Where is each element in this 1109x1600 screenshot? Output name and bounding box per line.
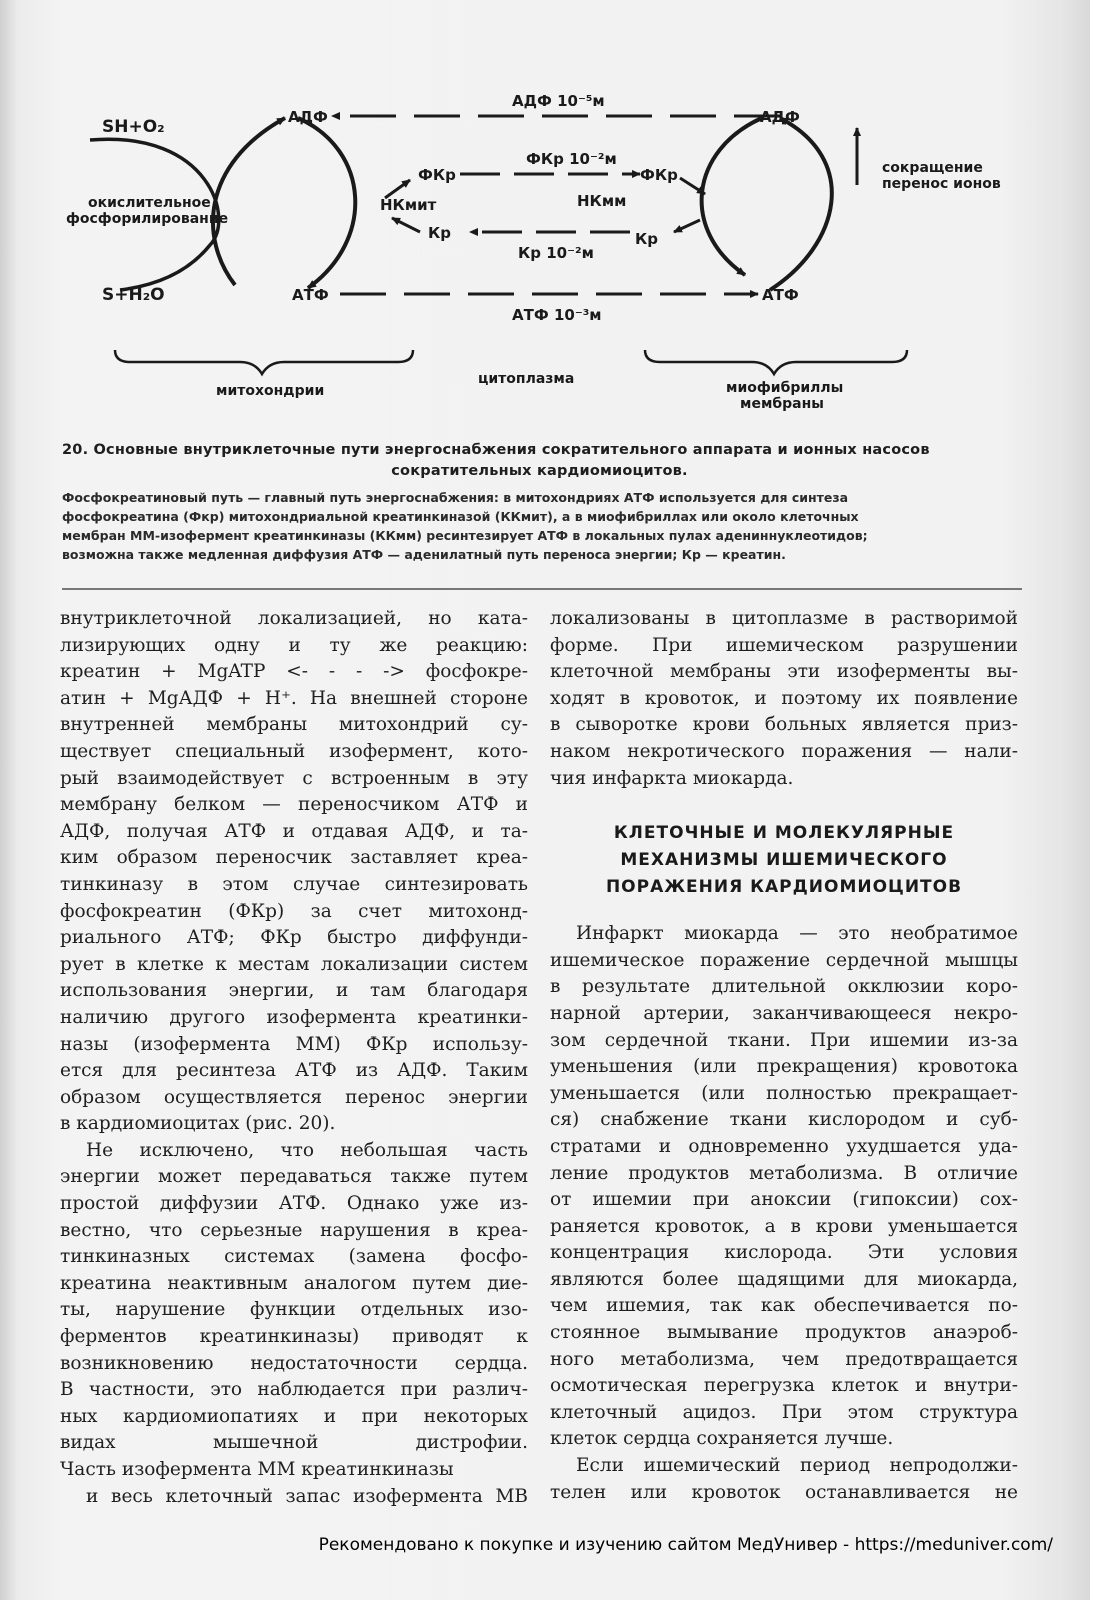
text-line: Не исключено, что небольшая часть <box>86 1139 528 1161</box>
contraction-label-1: сокращение <box>882 160 983 176</box>
nk-mm-label: НКмм <box>577 192 627 210</box>
adp-left-label: АДФ <box>288 108 328 126</box>
text-line: назы (изофермента ММ) ФКр использу- <box>60 1033 528 1055</box>
right-text-column <box>550 606 1018 1506</box>
text-line: и весь клеточный запас изофермента МВ <box>86 1485 528 1507</box>
text-line: в кардиомиоцитах (рис. 20). <box>60 1113 336 1135</box>
myo-brace <box>645 350 907 374</box>
text-line: Если ишемический период непродолжи- <box>576 1455 1018 1477</box>
mito-cycle-bottom-arc <box>298 118 355 288</box>
text-line: энергии может передаваться также путем <box>60 1166 528 1188</box>
site-watermark-footer: Рекомендовано к покупке и изучению сайтом МедУнивер - https://meduniver.com/ <box>318 1535 1053 1555</box>
section-heading-line: КЛЕТОЧНЫЕ И МОЛЕКУЛЯРНЫЕ <box>613 823 955 844</box>
text-line: ление продуктов метаболизма. В отличие <box>550 1162 1018 1184</box>
text-line: рый взаимодействует с встроенным в эту <box>60 767 528 789</box>
note-line-3: мембран ММ-изофермент креатинкиназы (ККмм) ресинтезирует АТФ в локальных пулах адениннуклеотидов; <box>62 528 868 543</box>
left-text-column <box>60 606 528 1510</box>
text-line: атин + MgАДФ + H⁺. На внешней стороне <box>60 687 528 709</box>
cr-left-label: Кр <box>428 224 451 242</box>
text-line: чем ишемия, так как обеспечивается по- <box>550 1295 1018 1317</box>
text-line: видах мышечной дистрофии. <box>60 1432 528 1454</box>
right-column-body <box>550 921 1018 1506</box>
text-line: являются более щадящими для миокарда, <box>550 1268 1018 1290</box>
text-line: осмотическая перегрузка клеток и внутри- <box>550 1375 1018 1397</box>
text-line: уменьшения (или прекращения) кровотока <box>550 1056 1018 1078</box>
text-line: ного метаболизма, чем предотвращается <box>550 1348 1018 1370</box>
text-line: Инфаркт миокарда — это необратимое <box>576 923 1018 945</box>
text-line: тинкиназу в этом случае синтезировать <box>60 873 528 895</box>
text-line: внутриклеточной локализацией, но ката- <box>60 608 528 629</box>
text-line: стратами и одновременно ухудшается уда- <box>550 1135 1018 1157</box>
adp-right-label: АДФ <box>760 108 800 126</box>
note-line-4: возможна также медленная диффузия АТФ — аденилатный путь переноса энергии; Кр — креатин. <box>62 547 786 562</box>
text-line: рует в клетке к местам локализации систем <box>60 953 528 975</box>
myo-label-2: мембраны <box>740 396 824 412</box>
s-h2o-label: S+H₂O <box>102 285 165 305</box>
text-line: наком некротического поражения — нали- <box>550 740 1018 762</box>
text-line: риального АТФ; ФКр быстро диффунди- <box>60 927 528 949</box>
text-line: телен или кровоток останавливается не <box>550 1481 1018 1503</box>
text-line: ется для ресинтеза АТФ из АДФ. Таким <box>60 1060 528 1082</box>
text-line: ходят в кровоток, и поэтому их появление <box>550 687 1018 709</box>
atp-flux-label: АТФ 10⁻³м <box>512 306 602 324</box>
figure-caption <box>62 440 1017 482</box>
figure-note <box>62 488 1017 564</box>
text-line: клеточной мембраны эти изоферменты вы- <box>550 661 1018 683</box>
text-line: креатина неактивным аналогом путем дие- <box>60 1272 528 1294</box>
myo-cycle-left-arc <box>702 118 762 275</box>
myo-label-1: миофибриллы <box>726 380 844 396</box>
caption-divider <box>62 588 1022 590</box>
text-line: использования энергии, и там благодаря <box>60 980 528 1002</box>
text-line: возникновению недостаточности сердца. <box>60 1352 528 1374</box>
text-line: в сыворотке крови больных является приз- <box>550 714 1018 736</box>
text-line: раняется кровоток, а в крови уменьшается <box>550 1215 1018 1237</box>
energy-pathway-diagram <box>40 70 1060 440</box>
mito-label: митохондрии <box>216 383 325 399</box>
adp-flux-label: АДФ 10⁻⁵м <box>512 92 605 110</box>
pcr-flux-label: ФКр 10⁻²м <box>526 150 617 168</box>
oxphos-label-2: фосфорилирование <box>66 211 229 227</box>
text-line: образом осуществляется перенос энергии <box>60 1086 528 1108</box>
nk-mit-label: НКмит <box>380 196 437 214</box>
text-line: ных кардиомиопатиях и при некоторых <box>60 1405 528 1427</box>
text-line: нарной артерии, заканчивающееся некро- <box>550 1002 1018 1024</box>
text-line: ществует специальный изофермент, кото- <box>60 740 528 762</box>
cr-myo-arrow <box>674 220 700 232</box>
caption-line-2: сократительных кардиомиоцитов. <box>391 463 688 479</box>
pcr-right-label: ФКр <box>640 166 678 184</box>
sh-o2-label: SH+O₂ <box>102 117 165 137</box>
text-line: Часть изофермента ММ креатинкиназы <box>60 1459 454 1480</box>
text-line: ким образом переносчик заставляет креа- <box>60 847 528 869</box>
text-line: локализованы в цитоплазме в растворимой <box>550 608 1018 629</box>
text-line: тинкиназных системах (замена фосфо- <box>60 1246 528 1268</box>
myo-cycle-right-arc <box>770 118 832 290</box>
text-line: лизирующих одну и ту же реакцию: <box>60 634 528 656</box>
text-line: форме. При ишемическом разрушении <box>550 634 1018 656</box>
mito-brace <box>115 350 413 374</box>
text-line: внутренней мембраны митохондрий су- <box>60 714 528 736</box>
text-line: клеток сердца сохраняется лучше. <box>550 1428 894 1450</box>
text-line: в результате длительной окклюзии коро- <box>550 976 1018 998</box>
section-heading <box>550 820 1018 901</box>
atp-left-label: АТФ <box>292 286 329 304</box>
text-line: вестно, что серьезные нарушения в креа- <box>60 1219 528 1241</box>
text-line: концентрация кислорода. Эти условия <box>550 1242 1018 1264</box>
text-line: АДФ, получая АТФ и отдавая АДФ, и та- <box>60 820 528 842</box>
text-line: фосфокреатин (ФКр) за счет митохонд- <box>60 900 528 922</box>
text-line: клеточный ацидоз. При этом структура <box>550 1401 1018 1423</box>
pcr-left-label: ФКр <box>418 166 456 184</box>
text-line: простой диффузии АТФ. Однако уже из- <box>60 1193 528 1215</box>
section-heading-line: МЕХАНИЗМЫ ИШЕМИЧЕСКОГО <box>620 850 948 871</box>
cyto-label: цитоплазма <box>478 371 575 387</box>
text-line: ся) снабжение ткани кислородом и суб- <box>550 1109 1018 1131</box>
text-line: наличию другого изофермента креатинки- <box>60 1006 528 1028</box>
cr-mito-arrow <box>392 218 420 232</box>
section-heading-line: ПОРАЖЕНИЯ КАРДИОМИОЦИТОВ <box>605 877 963 898</box>
page-edge <box>1090 0 1109 1600</box>
contraction-label-2: перенос ионов <box>882 176 1001 192</box>
text-line: стоянное вымывание продуктов анаэроб- <box>550 1322 1018 1344</box>
caption-line-1: 20. Основные внутриклеточные пути энергоснабжения сократительного аппарата и ионных насосов <box>62 442 930 458</box>
text-line: ишемическое поражение сердечной мышцы <box>550 949 1018 971</box>
right-column-top-paragraph <box>550 606 1018 792</box>
oxphos-label-1: окислительное <box>88 195 211 211</box>
cr-right-label: Кр <box>635 230 658 248</box>
text-line: мембрану белком — переносчиком АТФ и <box>60 794 528 816</box>
text-line: зом сердечной ткани. При ишемии из-за <box>550 1029 1018 1051</box>
text-line: ты, нарушение функции отдельных изо- <box>60 1299 528 1321</box>
text-line: В частности, это наблюдается при различ- <box>60 1379 528 1401</box>
text-line: чия инфаркта миокарда. <box>550 767 794 789</box>
note-line-1: Фосфокреатиновый путь — главный путь энергоснабжения: в митохондриях АТФ используется для синтеза <box>62 490 849 505</box>
note-line-2: фосфокреатина (Фкр) митохондриальной креатинкиназой (ККмит), а в миофибриллах или около клеточных <box>62 509 859 524</box>
text-line: уменьшается (или полностью прекращает- <box>550 1082 1018 1104</box>
atp-right-label: АТФ <box>762 286 799 304</box>
text-line: креатин + MgATP <- - - -> фосфокре- <box>60 661 528 683</box>
text-line: ферментов креатинкиназы) приводят к <box>60 1326 528 1348</box>
text-line: от ишемии при аноксии (гипоксии) сох- <box>550 1189 1018 1211</box>
cr-flux-label: Кр 10⁻²м <box>518 244 594 262</box>
mito-cycle-top-arc <box>213 118 285 285</box>
